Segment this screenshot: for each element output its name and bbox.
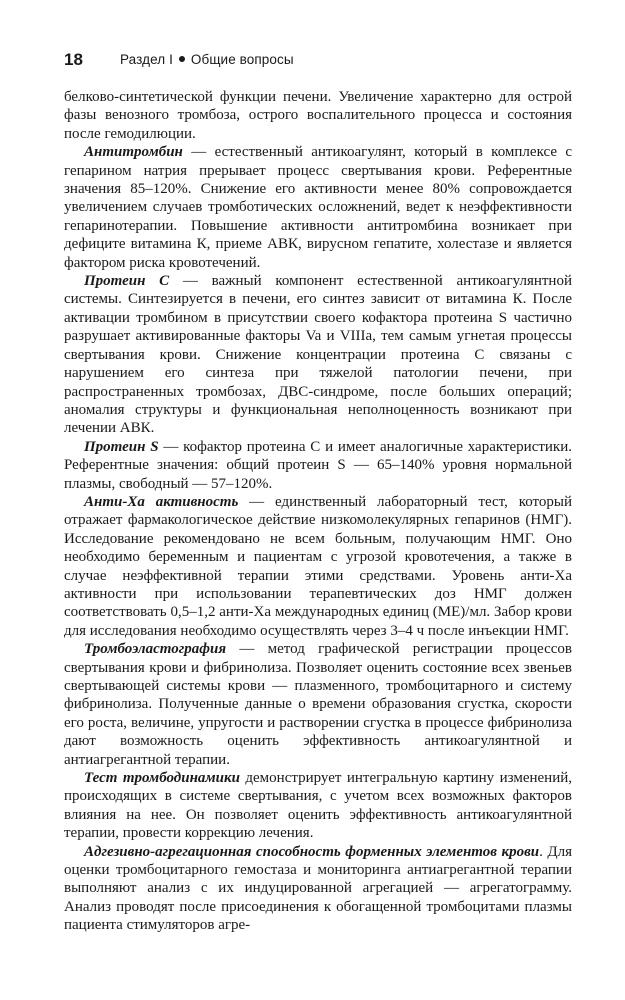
- paragraph-text: — единственный лабораторный тест, который отражает фармакологическое действие низкомолекулярных гепаринов (НМГ). Исследование рекомендовано не всем больным, получающим НМГ. Оно необходимо беременным и пациентам с угрозой кровотечения, а также в случае неэффективной терапии этими средствами. Уровень анти-Ха активности при использовании терапевтических доз НМГ должен соответствовать 0,5–1,2 анти-Ха международных единиц (МЕ)/мл. Забор крови для исследования необходимо осуществлять через 3–4 ч после инъекции НМГ.: [64, 493, 573, 639]
- term-protein-s: Протеин S: [84, 438, 159, 455]
- page-number: 18: [64, 50, 83, 69]
- body-text: [64, 88, 572, 935]
- term-thromboelastography: Тромбоэластография: [84, 641, 227, 658]
- bullet-separator-icon: [179, 56, 185, 62]
- paragraph-text: — метод графической регистрации процессов свертывания крови и фибринолиза. Позволяет оценить состояние всех звеньев свертывающей системы крови — плазменного, тромбоцитарного и систему фибринолиза. Полученные данные о времени образования сгустка, скорости его роста, величине, упругости и растворении сгустка в процессе фибринолиза дают возможность оценить эффективность антикоагулянтной и антиагрегантной терапии.: [64, 641, 572, 768]
- term-aggregation: Адгезивно-агрегационная способность форменных элементов крови: [84, 843, 540, 860]
- paragraph-text: — кофактор протеина С и имеет аналогичные характеристики. Референтные значения: общий протеин S — 65–140% уровня нормальной плазмы, свободный — 57–120%.: [64, 438, 573, 492]
- paragraph-antithrombin: [64, 143, 572, 272]
- page-header: [62, 50, 582, 74]
- paragraph-protein-c: [64, 272, 572, 438]
- paragraph-text: — важный компонент естественной антикоагулянтной системы. Синтезируется в печени, его синтез зависит от витамина К. После активации тромбином в присутствии своего кофактора протеина S частично разрушает активированные факторы Va и VIIIa, тем самым угнетая процессы свертывания крови. Снижение концентрации протеина С связаны с нарушением его синтеза при тяжелой патологии печени, при распространенных тромбозах, ДВС-синдроме, после больших операций; аномалия структуры и функциональная неполноценность возникают при лечении АВК.: [64, 273, 572, 437]
- paragraph-text: белково-синтетической функции печени. Увеличение характерно для острой фазы венозного тромбоза, острого воспалительного процесса и состояния после гемодилюции.: [64, 89, 572, 142]
- running-title: [120, 52, 294, 67]
- term-antithrombin: Антитромбин: [84, 144, 183, 161]
- paragraph-thromboelastography: [64, 640, 572, 769]
- term-anti-xa: Анти-Ха активность: [84, 493, 239, 510]
- paragraph-text: демонстрирует интегральную картину изменений, происходящих в системе свертывания, с учетом всех возможных факторов влияния на нее. Он позволяет оценить эффективность антикоагулянтной терапии, провести коррекцию лечения.: [64, 770, 573, 842]
- paragraph-aggregation: [64, 843, 572, 935]
- term-protein-c: Протеин С: [84, 273, 170, 290]
- paragraph-protein-s: [64, 438, 572, 493]
- paragraph-continuation: [64, 88, 572, 143]
- chapter-label: Общие вопросы: [190, 52, 294, 67]
- paragraph-text: — естественный антикоагулянт, который в комплексе с гепарином натрия прерывает процесс свертывания крови. Референтные значения 85–120%. Снижение его активности менее 80% сопровождается увеличением случаев тромботических осложнений, ведет к неэффективности гепаринотерапии. Повышение активности антитромбина возникает при дефиците витамина К, приеме АВК, вирусном гепатите, холестазе и является фактором риска кровотечений.: [64, 144, 572, 271]
- section-label: Раздел I: [120, 52, 173, 67]
- paragraph-text: . Для оценки тромбоцитарного гемостаза и мониторинга антиагрегантной терапии выполняют анализ с их индуцированной агрегацией — агрегатограмму. Анализ проводят после присоединения к обогащенной тромбоцитами плазмы пациента стимуляторов агре-: [64, 843, 573, 934]
- term-thrombodynamics: Тест тромбодинамики: [84, 770, 240, 787]
- paragraph-thrombodynamics: [64, 769, 572, 843]
- paragraph-anti-xa: [64, 493, 572, 640]
